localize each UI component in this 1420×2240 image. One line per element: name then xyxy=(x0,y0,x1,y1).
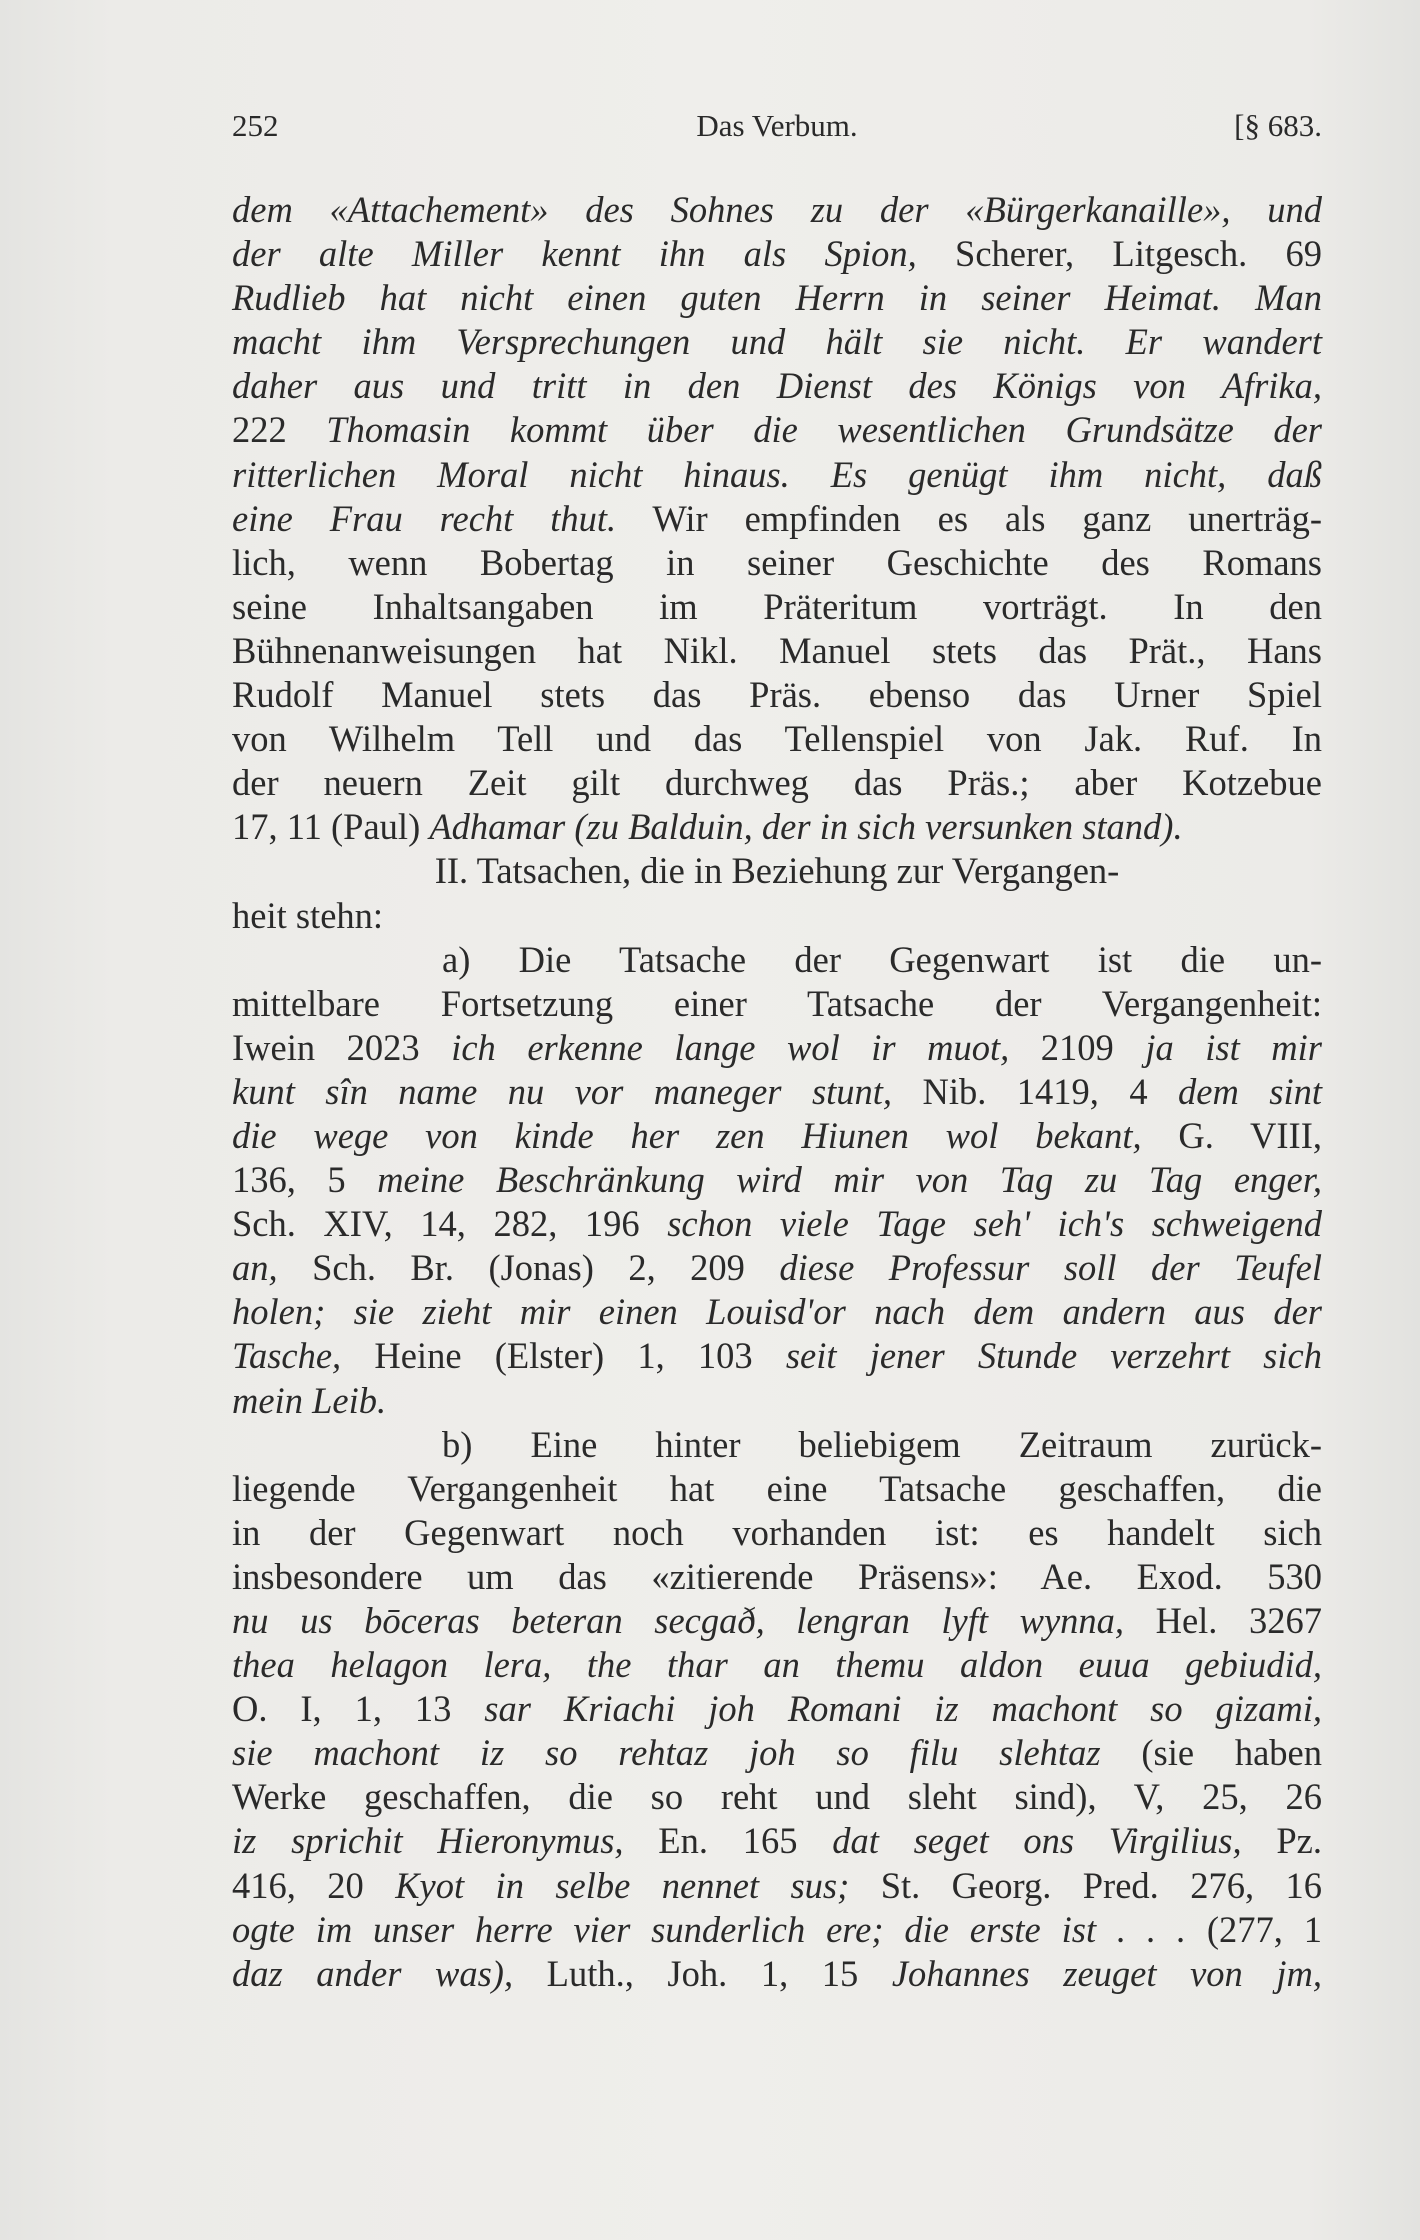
italic-run: thea helagon lera, the thar an themu aldon euua gebiudid, xyxy=(232,1644,1322,1686)
roman-run: Hel. 3267 xyxy=(1124,1600,1322,1641)
italic-run: dem «Attachement» des Sohnes zu der «Bürgerkanaille», und xyxy=(232,189,1322,230)
text-line xyxy=(232,1643,1322,1687)
subsection-line xyxy=(232,938,1322,982)
roman-run: Luth., Joh. 1, 15 xyxy=(513,1952,892,1994)
italic-run: diese Professur soll der Teufel xyxy=(779,1247,1322,1289)
text-line xyxy=(232,1290,1322,1334)
roman-run: 17, 11 (Paul) xyxy=(232,806,430,848)
roman-run: insbesondere um das «zitierende Präsens»: Ae. Exod. 530 xyxy=(232,1555,1322,1597)
section-heading-line xyxy=(232,849,1322,893)
italic-run: mein Leib. xyxy=(232,1379,387,1421)
text-line xyxy=(232,232,1322,276)
italic-run: daz ander was), xyxy=(232,1952,514,1994)
italic-run: ritterlichen Moral nicht hinaus. Es genügt ihm nicht, daß xyxy=(232,453,1322,495)
roman-run: (sie haben xyxy=(1100,1732,1322,1774)
text-line xyxy=(232,761,1322,805)
text-line xyxy=(232,673,1322,717)
roman-run: Sch. Br. (Jonas) 2, 209 xyxy=(277,1247,780,1289)
text-line xyxy=(232,1687,1322,1731)
text-line xyxy=(232,1114,1322,1158)
italic-run: daher aus und tritt in den Dienst des Königs von Afrika, xyxy=(232,365,1322,407)
roman-run: Rudolf Manuel stets das Präs. ebenso das Urner Spiel xyxy=(232,674,1322,716)
text-line xyxy=(232,453,1322,497)
section-marker: [§ 683. xyxy=(1234,108,1322,143)
italic-run: ich erkenne lange wol ir muot, xyxy=(451,1026,1010,1068)
text-line xyxy=(232,364,1322,408)
roman-run: 222 xyxy=(232,409,327,451)
italic-run: eine Frau recht thut. xyxy=(232,497,617,539)
page-header xyxy=(232,100,1322,150)
text-line xyxy=(232,1555,1322,1599)
roman-run: Werke geschaffen, die so reht und sleht sind), V, 25, 26 xyxy=(232,1776,1322,1818)
italic-run: dat seget ons Virgilius, xyxy=(832,1820,1242,1862)
roman-run: Scherer, Litgesch. 69 xyxy=(916,233,1322,275)
body-text xyxy=(232,188,1322,1996)
text-line xyxy=(232,805,1322,849)
text-line xyxy=(232,541,1322,585)
roman-run: II. Tatsachen, die in Beziehung zur Vergangen- xyxy=(434,850,1120,892)
italic-run: sie machont iz so rehtaz joh so filu slehtaz xyxy=(232,1732,1101,1774)
text-line xyxy=(232,1511,1322,1555)
roman-run: 136, 5 xyxy=(232,1159,378,1201)
italic-run: meine Beschränkung wird mir von Tag zu Tag enger, xyxy=(377,1159,1322,1201)
text-line xyxy=(232,276,1322,320)
text-line xyxy=(232,1864,1322,1908)
italic-run: Adhamar (zu Balduin, der in sich versunken stand). xyxy=(429,806,1183,848)
roman-run: seine Inhaltsangaben im Präteritum vorträgt. In den xyxy=(232,585,1322,627)
italic-run: seit jener Stunde verzehrt sich xyxy=(785,1335,1322,1377)
text-line xyxy=(232,585,1322,629)
subsection-line xyxy=(232,1423,1322,1467)
text-line xyxy=(232,1026,1322,1070)
italic-run: dem sint xyxy=(1178,1070,1323,1112)
italic-run: macht ihm Versprechungen und hält sie nicht. Er wandert xyxy=(232,321,1322,363)
text-line xyxy=(232,1246,1322,1290)
roman-run: Heine (Elster) 1, 103 xyxy=(341,1335,786,1377)
text-line xyxy=(232,497,1322,541)
roman-run: in der Gegenwart noch vorhanden ist: es handelt sich xyxy=(232,1511,1322,1553)
italic-run: holen; sie zieht mir einen Louisd'or nach dem andern aus der xyxy=(232,1291,1322,1333)
roman-run: Sch. XIV, 14, 282, 196 xyxy=(232,1203,668,1245)
italic-run: ja ist mir xyxy=(1145,1026,1322,1068)
text-line xyxy=(232,1467,1322,1511)
roman-run: Pz. xyxy=(1241,1820,1322,1862)
roman-run: b) Eine hinter beliebigem Zeitraum zurück- xyxy=(442,1423,1322,1465)
roman-run: lich, wenn Bobertag in seiner Geschichte des Romans xyxy=(232,541,1322,583)
roman-run: a) Die Tatsache der Gegenwart ist die un- xyxy=(442,938,1322,980)
text-line xyxy=(232,894,1322,938)
text-line xyxy=(232,1334,1322,1378)
text-line xyxy=(232,717,1322,761)
italic-run: kunt sîn name nu vor maneger stunt, xyxy=(232,1070,893,1112)
text-line xyxy=(232,1819,1322,1863)
text-line xyxy=(232,408,1322,452)
italic-run: nu us bōceras beteran secgað, lengran lyft wynna, xyxy=(232,1600,1125,1641)
roman-run: heit stehn: xyxy=(232,894,384,936)
text-line xyxy=(232,629,1322,673)
italic-run: sar Kriachi joh Romani iz machont so gizami, xyxy=(484,1688,1322,1730)
roman-run: O. I, 1, 13 xyxy=(232,1688,485,1730)
roman-run: St. Georg. Pred. 276, 16 xyxy=(849,1864,1322,1906)
italic-run: schon viele Tage seh' ich's schweigend xyxy=(667,1203,1322,1245)
italic-run: der alte Miller kennt ihn als Spion, xyxy=(232,233,917,275)
roman-run: En. 165 xyxy=(623,1820,833,1862)
page-number: 252 xyxy=(232,108,279,143)
text-line xyxy=(232,1379,1322,1423)
roman-run: 2109 xyxy=(1009,1026,1146,1068)
italic-run: Kyot in selbe nennet sus; xyxy=(395,1864,850,1906)
roman-run: Nib. 1419, 4 xyxy=(892,1070,1179,1112)
text-line xyxy=(232,982,1322,1026)
roman-run: Bühnenanweisungen hat Nikl. Manuel stets das Prät., Hans xyxy=(232,629,1322,671)
roman-run: (277, 1 xyxy=(1186,1908,1322,1950)
italic-run: Tasche, xyxy=(232,1335,342,1377)
text-line xyxy=(232,188,1322,232)
roman-run: Wir empfinden es als ganz unerträg- xyxy=(616,497,1322,539)
roman-run: liegende Vergangenheit hat eine Tatsache geschaffen, die xyxy=(232,1467,1322,1509)
italic-run: Thomasin kommt über die wesentlichen Grundsätze der xyxy=(326,409,1322,451)
text-line xyxy=(232,1908,1322,1952)
italic-run: Rudlieb hat nicht einen guten Herrn in seiner Heimat. Man xyxy=(232,277,1322,319)
roman-run: mittelbare Fortsetzung einer Tatsache der Vergangenheit: xyxy=(232,982,1322,1024)
running-title: Das Verbum. xyxy=(696,108,858,143)
italic-run: Johannes zeuget von jm, xyxy=(891,1952,1322,1994)
roman-run: 416, 20 xyxy=(232,1864,396,1906)
text-line xyxy=(232,1158,1322,1202)
italic-run: iz sprichit Hieronymus, xyxy=(232,1820,624,1862)
roman-run: Iwein 2023 xyxy=(232,1026,452,1068)
roman-run: von Wilhelm Tell und das Tellenspiel von Jak. Ruf. In xyxy=(232,718,1322,760)
roman-run: G. VIII, xyxy=(1141,1114,1322,1156)
italic-run: an, xyxy=(232,1247,278,1289)
text-line xyxy=(232,320,1322,364)
roman-run: der neuern Zeit gilt durchweg das Präs.; aber Kotzebue xyxy=(232,762,1322,804)
italic-run: die wege von kinde her zen Hiunen wol bekant, xyxy=(232,1114,1142,1156)
text-line xyxy=(232,1952,1322,1996)
text-line xyxy=(232,1202,1322,1246)
text-line xyxy=(232,1775,1322,1819)
italic-run: ogte im unser herre vier sunderlich ere; die erste ist . . . xyxy=(232,1908,1187,1950)
text-line xyxy=(232,1599,1322,1643)
text-line xyxy=(232,1070,1322,1114)
text-line xyxy=(232,1731,1322,1775)
